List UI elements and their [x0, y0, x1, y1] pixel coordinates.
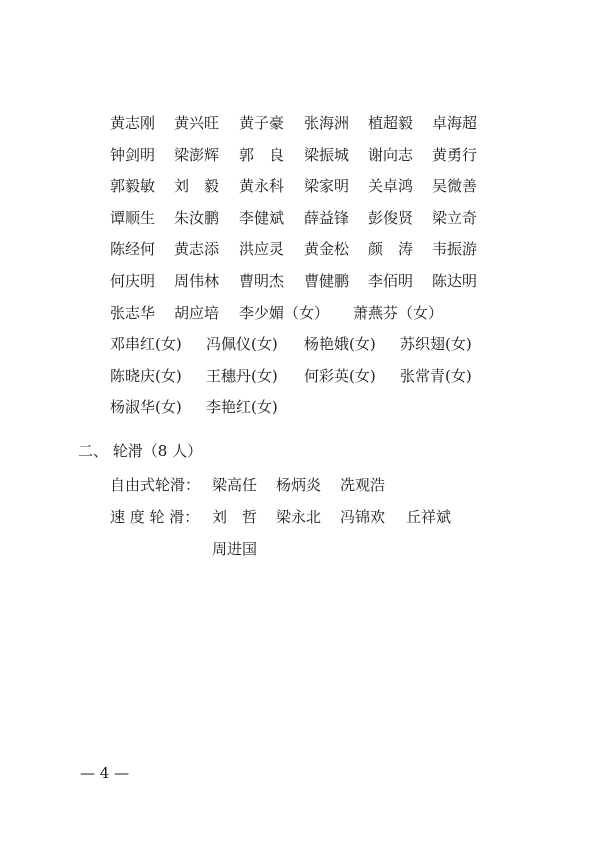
athlete-name: 丘祥斌 — [406, 508, 452, 526]
athlete-name: 郭毅敏 — [110, 177, 156, 196]
athlete-name: 胡应培 — [174, 303, 220, 322]
athlete-name: 张常青(女) — [400, 366, 472, 385]
athlete-name: 韦振游 — [432, 240, 478, 259]
athlete-name-list — [110, 108, 490, 424]
athlete-name: 梁立奇 — [432, 208, 478, 227]
athlete-name: 彭俊贤 — [368, 208, 414, 227]
athlete-name: 吴微善 — [432, 177, 478, 196]
athlete-name: 梁高任 — [212, 476, 258, 494]
athlete-name: 何彩英(女) — [304, 366, 376, 385]
athlete-name: 杨炳炎 — [276, 476, 322, 494]
athlete-name: 刘 哲 — [212, 508, 258, 526]
name-row — [110, 361, 490, 393]
athlete-name: 黄勇行 — [432, 145, 478, 164]
athlete-name: 黄志刚 — [110, 114, 156, 132]
athlete-name: 郭 良 — [239, 145, 285, 164]
name-row — [110, 234, 490, 266]
athlete-name: 刘 毅 — [174, 177, 220, 196]
name-row — [110, 329, 490, 361]
athlete-name: 黄金松 — [304, 240, 350, 259]
athlete-name: 卓海超 — [432, 114, 478, 132]
athlete-name: 冼观浩 — [340, 476, 386, 494]
athlete-name: 冯锦欢 — [340, 508, 386, 526]
athlete-name: 李艳红(女) — [206, 398, 278, 417]
section-heading-roller-skating: 二、 轮滑（8 人） — [78, 442, 203, 460]
athlete-name: 黄志添 — [174, 240, 220, 259]
athlete-name: 薛益锋 — [304, 208, 350, 227]
athlete-name: 陈达明 — [432, 271, 478, 290]
athlete-name: 梁永北 — [276, 508, 322, 526]
athlete-name: 谭顺生 — [110, 208, 156, 227]
athlete-name: 苏织翅(女) — [400, 335, 472, 354]
athlete-name: 朱汝鹏 — [174, 208, 220, 227]
athlete-name: 植超毅 — [368, 114, 414, 132]
athlete-name: 洪应灵 — [239, 240, 285, 259]
athlete-name: 曹明杰 — [239, 271, 285, 290]
athlete-name: 王穗丹(女) — [206, 366, 278, 385]
athlete-name: 谢向志 — [368, 145, 414, 164]
athlete-name: 邓串红(女) — [110, 335, 182, 354]
athlete-name: 陈经何 — [110, 240, 156, 259]
athlete-name: 黄兴旺 — [174, 114, 220, 132]
athlete-name: 梁振城 — [304, 145, 350, 164]
athlete-name: 周伟林 — [174, 271, 220, 290]
athlete-name: 周进国 — [212, 540, 258, 558]
athlete-name: 李少媚（女） — [239, 303, 330, 322]
athlete-name: 梁澎辉 — [174, 145, 220, 164]
athlete-name: 何庆明 — [110, 271, 156, 290]
athlete-name: 颜 涛 — [368, 240, 414, 259]
athlete-name: 李健斌 — [239, 208, 285, 227]
athlete-name: 黄永科 — [239, 177, 285, 196]
athlete-name: 黄子豪 — [239, 114, 285, 132]
name-row — [110, 140, 490, 172]
name-row — [110, 392, 490, 424]
athlete-name: 张志华 — [110, 303, 156, 322]
speed-label: 速 度 轮 滑： — [110, 508, 200, 526]
name-row — [110, 108, 490, 140]
athlete-name: 关卓鸿 — [368, 177, 414, 196]
athlete-name: 梁家明 — [304, 177, 350, 196]
athlete-name: 张海洲 — [304, 114, 350, 132]
athlete-name: 陈晓庆(女) — [110, 366, 182, 385]
name-row — [110, 266, 490, 298]
athlete-name: 杨淑华(女) — [110, 398, 182, 417]
athlete-name: 钟剑明 — [110, 145, 156, 164]
page-number: — 4 — — [80, 764, 130, 782]
name-row — [110, 171, 490, 203]
name-row — [110, 203, 490, 235]
athlete-name: 李佰明 — [368, 271, 414, 290]
name-row — [110, 298, 490, 330]
athlete-name: 萧燕芬（女） — [353, 303, 444, 322]
athlete-name: 杨艳娥(女) — [304, 335, 376, 354]
freestyle-label: 自由式轮滑： — [110, 476, 201, 494]
athlete-name: 曹健鹏 — [304, 271, 350, 290]
athlete-name: 冯佩仪(女) — [206, 335, 278, 354]
